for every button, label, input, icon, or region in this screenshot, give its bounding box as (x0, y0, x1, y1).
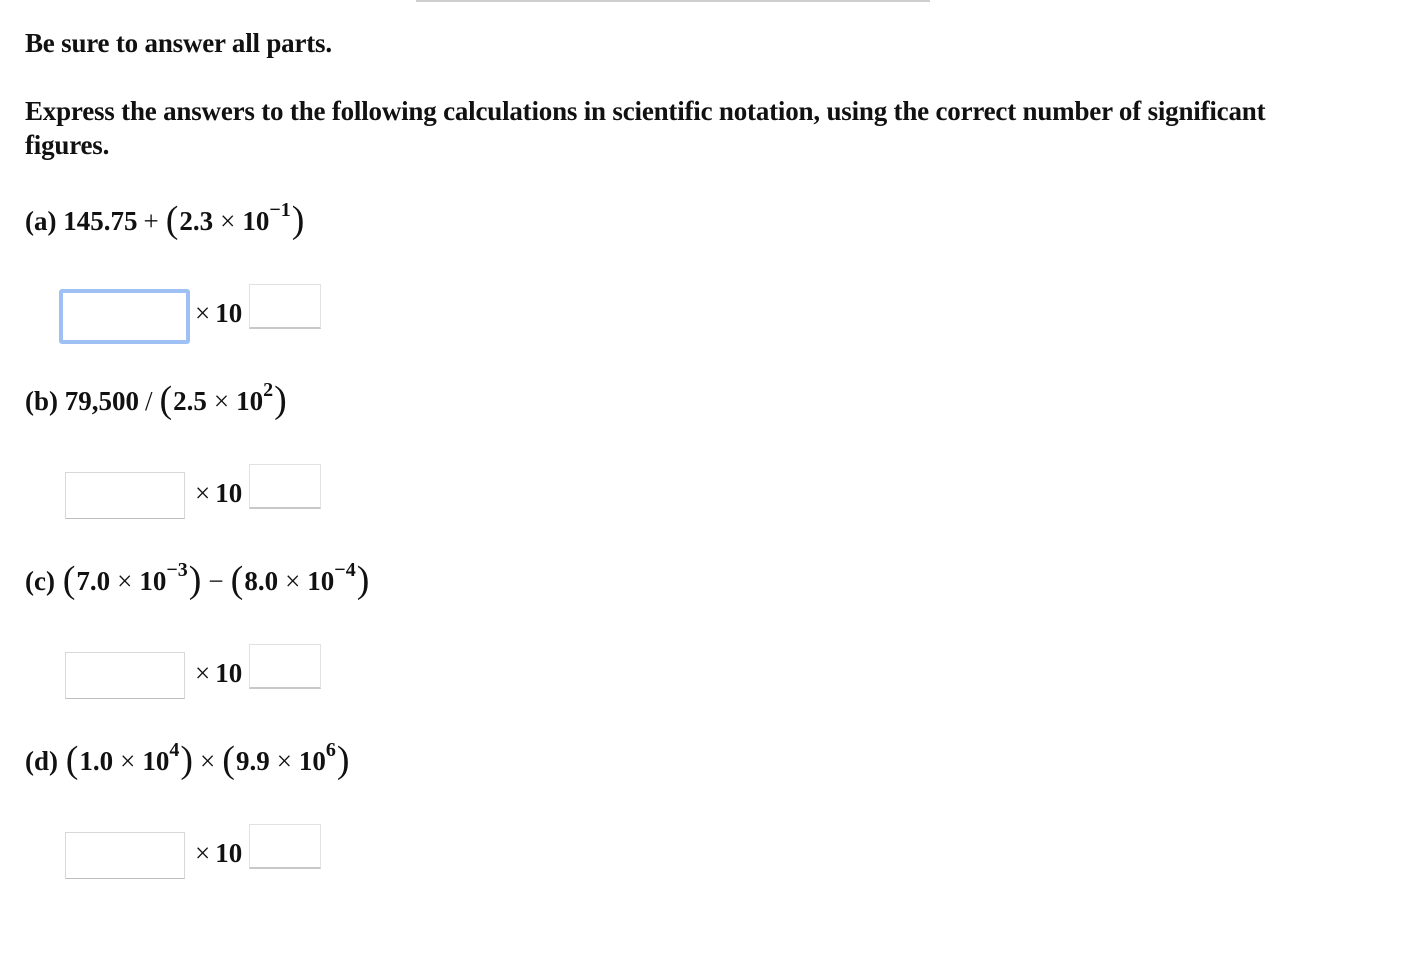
answer-row-c (0, 646, 400, 706)
top-divider (416, 0, 930, 2)
problem-d-mantissa-2: 9.9 (235, 745, 270, 776)
times-ten-c (195, 658, 242, 689)
problem-c-expression (25, 558, 370, 601)
base-ten: 10 (242, 205, 270, 236)
answer-row-d (0, 826, 400, 886)
close-paren: ) (356, 559, 370, 601)
close-paren: ) (180, 739, 194, 781)
problem-b-lead: 79,500 (64, 385, 139, 416)
exponent-input-d[interactable] (249, 824, 321, 869)
problem-b-label: (b) (25, 385, 58, 416)
times-sign: × (220, 205, 236, 236)
times-sign: × (195, 298, 211, 328)
coefficient-input-d[interactable] (65, 832, 185, 879)
times-sign: × (195, 838, 211, 868)
close-paren: ) (188, 559, 202, 601)
answer-row-b (0, 466, 400, 526)
problem-c-exponent-1: −3 (166, 558, 188, 581)
problem-d-mantissa-1: 1.0 (79, 745, 114, 776)
problem-a-lead: 145.75 (63, 205, 138, 236)
times-ten-b (195, 478, 242, 509)
times-ten-a (195, 298, 242, 329)
coefficient-input-c[interactable] (65, 652, 185, 699)
problem-b-expression (25, 378, 288, 421)
times-ten-d (195, 838, 242, 869)
base-ten: 10 (215, 838, 243, 868)
exponent-input-a[interactable] (249, 284, 321, 329)
divide-sign: / (145, 385, 153, 416)
plus-sign: + (143, 205, 159, 236)
problem-b-mantissa: 2.5 (173, 385, 207, 416)
base-ten: 10 (215, 478, 243, 508)
problem-a-mantissa: 2.3 (179, 205, 214, 236)
times-sign: × (195, 658, 211, 688)
base-ten: 10 (142, 745, 170, 776)
problem-c-mantissa-1: 7.0 (76, 565, 111, 596)
coefficient-input-a[interactable] (59, 289, 190, 344)
problem-d-label: (d) (25, 745, 58, 776)
base-ten: 10 (307, 565, 335, 596)
problem-c-label: (c) (25, 565, 55, 596)
problem-a-expression (25, 198, 305, 241)
base-ten: 10 (215, 658, 243, 688)
close-paren: ) (274, 379, 287, 421)
open-paren: ( (230, 559, 244, 601)
times-sign: × (200, 745, 216, 776)
close-paren: ) (336, 739, 350, 781)
open-paren: ( (159, 379, 173, 421)
open-paren: ( (62, 559, 76, 601)
base-ten: 10 (215, 298, 243, 328)
problem-b-exponent: 2 (263, 378, 274, 401)
problem-a-exponent: −1 (269, 198, 291, 221)
base-ten: 10 (139, 565, 167, 596)
times-sign: × (276, 745, 292, 776)
base-ten: 10 (236, 385, 264, 416)
problem-d-exponent-1: 4 (169, 738, 180, 761)
times-sign: × (213, 385, 230, 416)
coefficient-input-b[interactable] (65, 472, 185, 519)
minus-sign: − (208, 565, 224, 596)
problem-c-exponent-2: −4 (334, 558, 356, 581)
times-sign: × (117, 565, 133, 596)
open-paren: ( (222, 739, 235, 781)
base-ten: 10 (298, 745, 326, 776)
times-sign: × (285, 565, 301, 596)
answer-row-a (0, 286, 400, 346)
exponent-input-b[interactable] (249, 464, 321, 509)
problem-d-expression (25, 738, 351, 781)
problem-d-exponent-2: 6 (325, 738, 336, 761)
problem-c-mantissa-2: 8.0 (244, 565, 279, 596)
instruction-text: Be sure to answer all parts. (25, 28, 332, 58)
open-paren: ( (65, 739, 79, 781)
times-sign: × (120, 745, 136, 776)
question-prompt: Express the answers to the following calculations in scientific notation, using the correct number of significant figures. (25, 96, 1266, 160)
close-paren: ) (291, 199, 305, 241)
times-sign: × (195, 478, 211, 508)
open-paren: ( (165, 199, 179, 241)
problem-a-label: (a) (25, 205, 57, 236)
exponent-input-c[interactable] (249, 644, 321, 689)
